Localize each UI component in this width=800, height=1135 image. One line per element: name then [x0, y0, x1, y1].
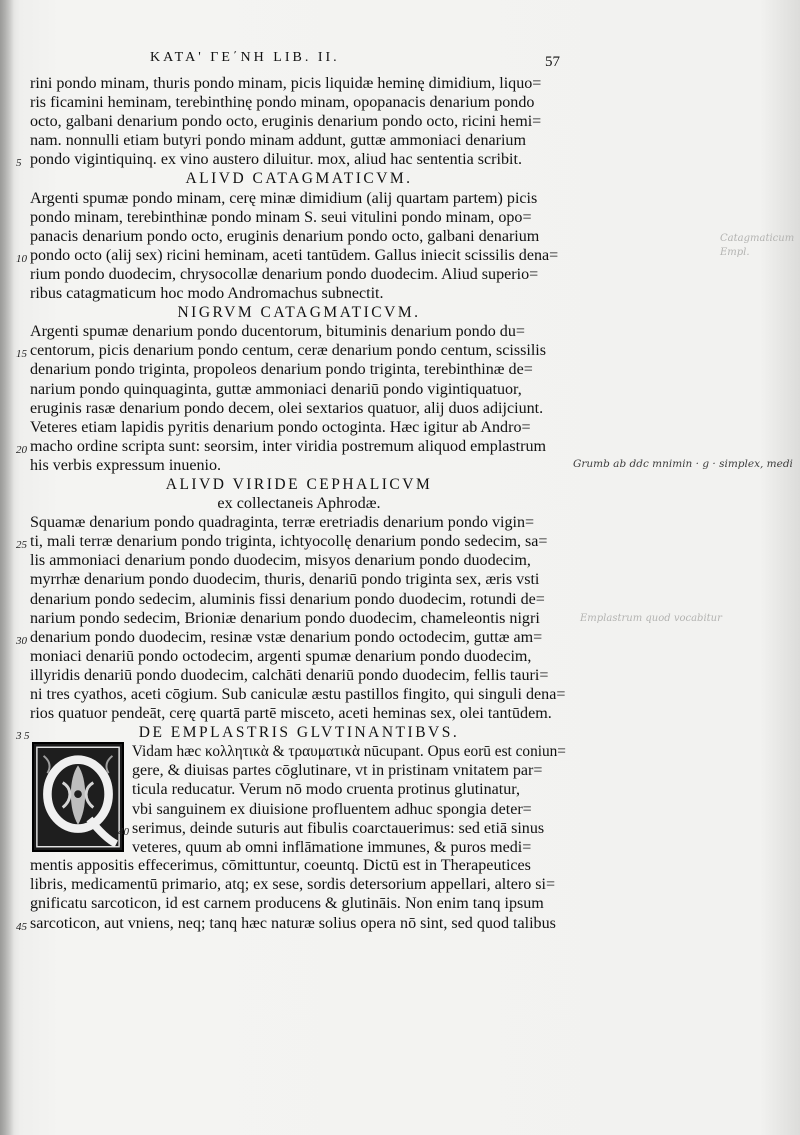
text-line — [130, 742, 570, 761]
line-number: 10 — [16, 252, 27, 265]
text-line — [16, 627, 570, 647]
text-line — [28, 456, 570, 475]
text-line — [28, 609, 570, 628]
line-text: denarium pondo sedecim, aluminis fissi denarium pondo duodecim, rotundi de= — [29, 589, 545, 608]
line-text: Veteres etiam lapidis pyritis denarium pondo octoginta. Hæc igitur ab Andro= — [29, 417, 531, 436]
text-line — [28, 189, 570, 208]
line-number: 45 — [16, 920, 27, 933]
text-line — [28, 112, 570, 131]
text-line — [130, 780, 570, 799]
line-number: 35 — [16, 730, 32, 743]
line-text: Vidam hæc κολλητικὰ & τραυματικὰ nūcupant. Opus eorū est coniun= — [131, 742, 566, 761]
line-text: gere, & diuisas partes cōglutinare, vt in pristinam vnitatem par= — [131, 761, 543, 780]
line-number: 25 — [16, 539, 27, 552]
line-number: 30 — [16, 634, 27, 647]
text-line — [28, 360, 570, 379]
initial-paragraph-lines — [118, 742, 570, 857]
text-line — [28, 570, 570, 589]
text-line — [28, 322, 570, 341]
text-line — [130, 838, 570, 857]
line-text: panacis denarium pondo octo, eruginis denarium pondo octo, galbani denarium — [29, 226, 540, 245]
line-text: ticula reducatur. Verum nō modo cruenta protinus glutinatur, — [131, 780, 520, 799]
page-number: 57 — [545, 54, 560, 70]
margin-note-ink: Grumb ab ddc mnimin · g · simplex, medi — [573, 458, 793, 470]
main-text — [16, 74, 570, 933]
line-text: macho ordine scripta sunt: seorsim, inter viridia postremum aliquod emplastrum — [29, 436, 547, 455]
line-text: pondo minam, terebinthinæ pondo minam S. seui vitulini pondo minam, opo= — [29, 207, 532, 226]
line-text: ni tres cyathos, aceti cōgium. Sub caniculæ æstu pastillos fingito, qui singuli dena= — [29, 685, 566, 703]
line-text: mentis appositis effecerimus, cōmittuntur, coeuntq. Dictū est in Therapeutices — [29, 856, 531, 875]
text-line — [28, 208, 570, 227]
section-subheading: ex collectaneis Aphrodæ. — [217, 494, 381, 513]
section-heading-viride: ALIVD VIRIDE CEPHALICVM — [165, 475, 433, 493]
text-line — [28, 380, 570, 399]
text-line — [130, 800, 570, 819]
text-line — [28, 131, 570, 150]
spine-shadow — [0, 0, 14, 1135]
text-line — [28, 704, 570, 723]
line-text: Argenti spumæ denarium pondo ducentorum, bituminis denarium pondo du= — [29, 322, 525, 341]
heading-text: DE EMPLASTRIS GLVTINANTIBVS. — [138, 724, 460, 742]
text-line — [28, 856, 570, 875]
line-text: veteres, quum ab omni inflāmatione immunes, & puros medi= — [131, 837, 532, 856]
ornament-icon — [34, 744, 122, 850]
line-text: octo, galbani denarium pondo octo, eruginis denarium pondo octo, ricini hemi= — [29, 112, 542, 131]
line-text: pondo octo (alij sex) ricini heminam, aceti tantūdem. Gallus iniecit scissilis dena= — [29, 245, 559, 264]
paragraph-block-1 — [16, 74, 570, 170]
line-text: lis ammoniaci denarium pondo duodecim, misyos denarium pondo duodecim, — [29, 551, 531, 570]
line-text: denarium pondo duodecim, resinæ vstæ denarium pondo octodecim, guttæ am= — [29, 627, 543, 646]
line-number: 15 — [16, 348, 27, 361]
line-text: vbi sanguinem ex diuisione profluentem adhuc spongia deter= — [131, 799, 532, 818]
line-text: gnificatu sarcoticon, id est carnem producens & glutināis. Non enim tanq ipsum — [29, 894, 544, 913]
text-line — [130, 761, 570, 780]
text-line — [28, 590, 570, 609]
line-text: eruginis rasæ denarium pondo decem, olei sextarios quatuor, alij duos adijciunt. — [29, 398, 544, 417]
line-text: rini pondo minam, thuris pondo minam, picis liquidæ heminę dimidium, liquo= — [29, 74, 542, 92]
paragraph-block-4 — [16, 513, 570, 723]
line-number: 20 — [16, 443, 27, 456]
text-line — [28, 93, 570, 112]
text-line — [28, 685, 570, 704]
text-line — [118, 818, 570, 838]
text-line — [28, 894, 570, 913]
paragraph-block-2 — [16, 188, 570, 304]
line-text: myrrhæ denarium pondo duodecim, thuris, denariū pondo triginta sex, æris vsti — [29, 570, 540, 589]
running-head: ΚΑΤΑ' ΓΕ΄ΝΗ LIB. II. — [150, 50, 340, 65]
text-line — [16, 913, 570, 933]
line-text: centorum, picis denarium pondo centum, ceræ denarium pondo centum, scissilis — [29, 341, 547, 360]
text-line — [16, 436, 570, 456]
line-text: narium pondo sedecim, Brioniæ denarium pondo duodecim, chameleontis nigri — [29, 608, 540, 627]
section-heading-glutinantibus — [16, 723, 570, 743]
paragraph-block-5 — [16, 856, 570, 933]
margin-note-faint-1: Catagmaticum Empl. — [720, 233, 795, 258]
text-line — [28, 399, 570, 418]
line-number: 5 — [16, 157, 22, 170]
text-line — [28, 513, 570, 532]
line-text: Squamæ denarium pondo quadraginta, terræ eretriadis denarium pondo vigin= — [29, 513, 535, 532]
text-line — [28, 551, 570, 570]
text-line — [28, 265, 570, 284]
line-text: rium pondo duodecim, chrysocollæ denarium pondo duodecim. Aliud superio= — [29, 264, 539, 283]
text-line — [28, 74, 570, 93]
text-line — [16, 245, 570, 265]
line-text: illyridis denariū pondo duodecim, calchāti denariū pondo duodecim, fellis tauri= — [29, 665, 549, 684]
line-text: pondo vigintiquinq. ex vino austero diluitur. mox, aliud hac sententia scribit. — [29, 150, 522, 169]
margin-note-faint-2: Emplastrum quod vocabitur — [580, 613, 722, 624]
initial-paragraph — [28, 742, 570, 856]
line-text: moniaci denariū pondo octodecim, argenti spumæ denarium pondo duodecim, — [29, 646, 532, 665]
line-text: sarcoticon, aut vniens, neq; tanq hæc naturæ solius opera nō sint, sed quod talibus — [29, 913, 556, 932]
line-text: nam. nonnulli etiam butyri pondo minam addunt, guttæ ammoniaci denarium — [29, 131, 526, 150]
line-text: narium pondo quinquaginta, guttæ ammoniaci denariū pondo vigintiquatuor, — [29, 379, 522, 398]
text-line — [16, 341, 570, 361]
paragraph-block-3 — [16, 322, 570, 475]
text-line — [28, 875, 570, 894]
line-text: ribus catagmaticum hoc modo Andromachus subnectit. — [29, 284, 384, 303]
line-number: 40 — [118, 825, 129, 838]
line-text: ti, mali terræ denarium pondo triginta, ichtyocollę denarium pondo sedecim, sa= — [29, 532, 548, 551]
text-line — [28, 647, 570, 666]
line-text: rios quatuor pendeāt, cerę quartā partē misceto, aceti heminas sex, olei tantūdem. — [29, 704, 552, 723]
line-text: libris, medicamentū primario, atq; ex sese, sordis detersorium appellari, altero si= — [29, 875, 556, 894]
text-line — [16, 532, 570, 552]
text-line — [16, 150, 570, 170]
line-text: serimus, deinde suturis aut fibulis coarctauerimus: sed etiā sinus — [131, 818, 545, 837]
line-text: denarium pondo triginta, propoleos denarium pondo triginta, terebinthinæ de= — [29, 360, 533, 379]
text-line — [28, 284, 570, 303]
decorated-initial-q — [32, 742, 124, 852]
text-line — [28, 418, 570, 437]
line-text: his verbis expressum inuenio. — [29, 455, 222, 474]
line-text: ris ficamini heminam, terebinthinę pondo minam, opopanacis denarium pondo — [29, 93, 535, 112]
line-text: Argenti spumæ pondo minam, cerę minæ dimidium (alij quartam partem) picis — [29, 188, 538, 207]
text-line — [28, 666, 570, 685]
section-heading-nigrum: NIGRVM CATAGMATICVM. — [177, 304, 421, 322]
text-line — [28, 227, 570, 246]
section-heading-catagmaticum: ALIVD CATAGMATICVM. — [185, 170, 413, 188]
